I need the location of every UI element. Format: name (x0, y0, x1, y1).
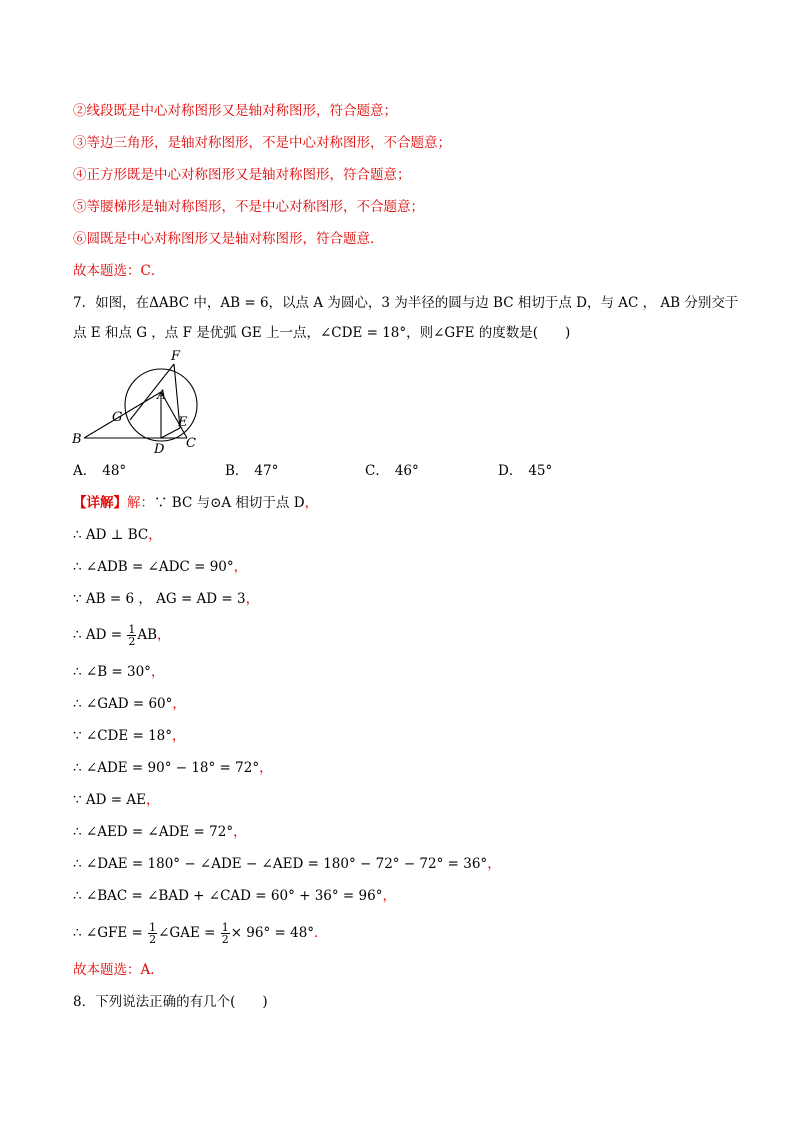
step-13-post: × 96° = 48° (230, 925, 315, 941)
detail-tag: 【详解】 (73, 495, 127, 511)
option-d (498, 462, 552, 480)
segment-fg (130, 364, 174, 420)
solution-step-5 (73, 663, 164, 681)
option-c-letter: C． (365, 463, 389, 479)
solution-step-8 (73, 759, 273, 777)
option-b-letter: B． (225, 463, 249, 479)
solution-answer: 故本题选：A． (73, 962, 164, 978)
question-7-line-1: 7．如图，在ΔABC 中，AB = 6，以点 A 为圆心，3 为半径的圆与边 BC 相切于点 D，与 AC ， AB 分别交于 (73, 295, 739, 311)
step-11-punct: ， (487, 856, 501, 872)
option-c (365, 462, 419, 480)
solution-step-1 (73, 526, 162, 544)
step-4-frac-num: 1 (128, 623, 136, 636)
step-13-fraction-1 (148, 922, 157, 945)
solution-intro-suffix: ， (304, 495, 319, 511)
step-10-math: ∴ ∠AED = ∠ADE = 72° (73, 824, 234, 840)
prev-solution-item-3: ③等边三角形，是轴对称图形，不是中心对称图形，不合题意； (73, 135, 451, 151)
label-e: E (178, 415, 188, 430)
step-3-math: ∵ AB = 6 ， AG = AD = 3 (73, 591, 246, 607)
step-4-punct: ， (157, 627, 171, 643)
step-9-math: ∵ AD = AE (73, 792, 146, 808)
triangle-sides (84, 392, 161, 438)
step-13-mid: ∠GAE = (158, 925, 220, 941)
option-a (73, 462, 126, 480)
prev-solution-item-4: ④正方形既是中心对称图形又是轴对称图形，符合题意； (73, 167, 411, 183)
step-1-punct: ， (148, 527, 162, 543)
step-9-punct: ， (145, 792, 160, 808)
step-13-frac2-num: 1 (221, 921, 229, 934)
label-d: D (154, 442, 165, 457)
option-b (225, 462, 278, 480)
step-5-punct: ， (150, 664, 165, 680)
step-12-punct: ， (382, 888, 396, 904)
solution-step-3 (73, 590, 259, 608)
step-13-frac1-num: 1 (149, 921, 157, 934)
step-2-punct: ， (233, 559, 248, 575)
label-c: C (186, 436, 196, 451)
step-4-frac-den: 2 (128, 635, 136, 648)
question-7-line-2: 点 E 和点 G ，点 F 是优弧 GE 上一点，∠CDE = 18°，则∠GFE 的度数是( ) (73, 325, 571, 341)
solution-intro-prefix: 解： (127, 495, 154, 511)
step-2-math: ∴ ∠ADB = ∠ADC = 90° (73, 559, 234, 575)
solution-step-9 (73, 791, 159, 809)
step-10-punct: ， (233, 824, 247, 840)
step-11-math: ∴ ∠DAE = 180° − ∠ADE − ∠AED = 180° − 72° − 72° = 36° (73, 856, 488, 872)
prev-solution-item-6: ⑥圆既是中心对称图形又是轴对称图形，符合题意． (73, 231, 384, 247)
step-3-punct: ， (245, 591, 260, 607)
solution-intro (73, 494, 318, 512)
solution-step-2 (73, 558, 247, 576)
label-g: G (112, 410, 123, 425)
step-1-math: ∴ AD ⊥ BC (73, 527, 149, 543)
label-f: F (171, 349, 181, 364)
solution-step-12 (73, 887, 396, 905)
step-4-math-pre: ∴ AD = (73, 627, 127, 643)
solution-step-7 (73, 727, 186, 745)
label-a: A (157, 388, 167, 403)
option-d-value: 45° (528, 463, 553, 479)
geometry-figure (68, 345, 238, 460)
solution-step-6 (73, 695, 186, 713)
step-6-punct: ， (172, 696, 186, 712)
option-b-value: 47° (254, 463, 279, 479)
step-4-math-post: AB (137, 627, 158, 643)
step-7-math: ∵ ∠CDE = 18° (73, 728, 173, 744)
option-c-value: 46° (394, 463, 419, 479)
prev-solution-item-2: ②线段既是中心对称图形又是轴对称图形，符合题意； (73, 103, 397, 119)
step-8-punct: ， (259, 760, 273, 776)
option-d-letter: D． (498, 463, 523, 479)
solution-intro-math: ∵ BC 与⊙A 相切于点 D (154, 495, 305, 511)
label-b: B (72, 432, 82, 447)
solution-step-13 (73, 922, 328, 945)
step-6-math: ∴ ∠GAD = 60° (73, 696, 173, 712)
prev-solution-item-5: ⑤等腰梯形是轴对称图形，不是中心对称图形，不合题意； (73, 199, 424, 215)
solution-step-10 (73, 823, 247, 841)
step-7-punct: ， (172, 728, 186, 744)
prev-answer: 故本题选：C． (73, 263, 165, 279)
step-5-math: ∴ ∠B = 30° (73, 664, 151, 680)
step-12-math: ∴ ∠BAC = ∠BAD + ∠CAD = 60° + 36° = 96° (73, 888, 383, 904)
step-13-frac2-den: 2 (221, 933, 229, 946)
step-13-frac1-den: 2 (149, 933, 157, 946)
step-8-math: ∴ ∠ADE = 90° − 18° = 72° (73, 760, 260, 776)
solution-step-11 (73, 855, 501, 873)
step-13-punct: ． (314, 925, 328, 941)
step-4-fraction (127, 624, 136, 647)
option-a-value: 48° (102, 463, 127, 479)
solution-step-4 (73, 624, 171, 647)
question-8-line-1: 8．下列说法正确的有几个( ) (73, 994, 268, 1010)
step-13-pre: ∴ ∠GFE = (73, 925, 148, 941)
step-13-fraction-2 (221, 922, 230, 945)
option-a-letter: A． (73, 463, 97, 479)
